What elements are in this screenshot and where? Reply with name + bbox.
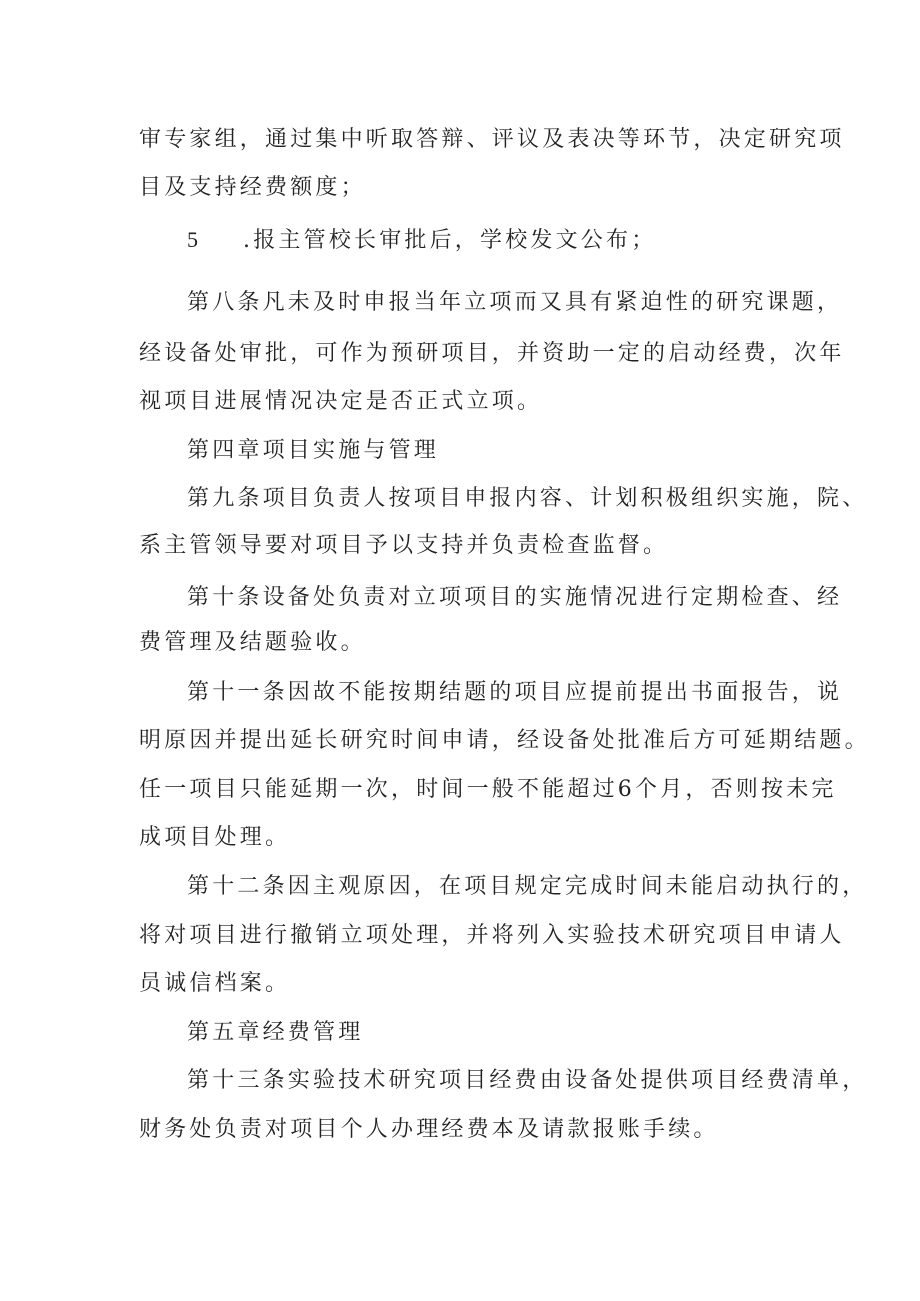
paragraph-first-line: 第十二条因主观原因，在项目规定完成时间未能启动执行的， bbox=[187, 874, 868, 899]
text-line: 员诚信档案。 bbox=[139, 971, 291, 996]
text-line: 经设备处审批，可作为预研项目，并资助一定的启动经费，次年 bbox=[139, 341, 845, 366]
text-line: 费管理及结题验收。 bbox=[139, 630, 366, 655]
text-line: 视项目进展情况决定是否正式立项。 bbox=[139, 389, 543, 414]
item-number: 5 bbox=[187, 227, 198, 252]
text-line: 成项目处理。 bbox=[139, 825, 291, 850]
text-line: 审专家组，通过集中听取答辩、评议及表决等环节，决定研究项 bbox=[139, 127, 845, 152]
numbered-item bbox=[187, 224, 656, 257]
text-line: 任一项目只能延期一次，时间一般不能超过6个月，否则按未完 bbox=[139, 777, 837, 802]
paragraph-first-line: 第十一条因故不能按期结题的项目应提前提出书面报告，说 bbox=[187, 680, 843, 705]
paragraph-first-line: 第九条项目负责人按项目申报内容、计划积极组织实施，院、 bbox=[187, 486, 868, 511]
item-text: .报主管校长审批后，学校发文公布； bbox=[243, 228, 657, 253]
text-line: 目及支持经费额度； bbox=[139, 175, 366, 200]
chapter-heading: 第五章经费管理 bbox=[187, 1020, 364, 1045]
text-line: 明原因并提出延长研究时间申请，经设备处批准后方可延期结题。 bbox=[139, 728, 870, 753]
text-line: 将对项目进行撤销立项处理，并将列入实验技术研究项目申请人 bbox=[139, 923, 845, 948]
chapter-heading: 第四章项目实施与管理 bbox=[187, 438, 440, 463]
paragraph-first-line: 第十三条实验技术研究项目经费由设备处提供项目经费清单， bbox=[187, 1068, 868, 1093]
paragraph-first-line: 第十条设备处负责对立项项目的实施情况进行定期检查、经 bbox=[187, 585, 843, 610]
text-line: 系主管领导要对项目予以支持并负责检查监督。 bbox=[139, 533, 669, 558]
text-line: 财务处负责对项目个人办理经费本及请款报账手续。 bbox=[139, 1117, 719, 1142]
paragraph-first-line: 第八条凡未及时申报当年立项而又具有紧迫性的研究课题， bbox=[187, 290, 843, 315]
